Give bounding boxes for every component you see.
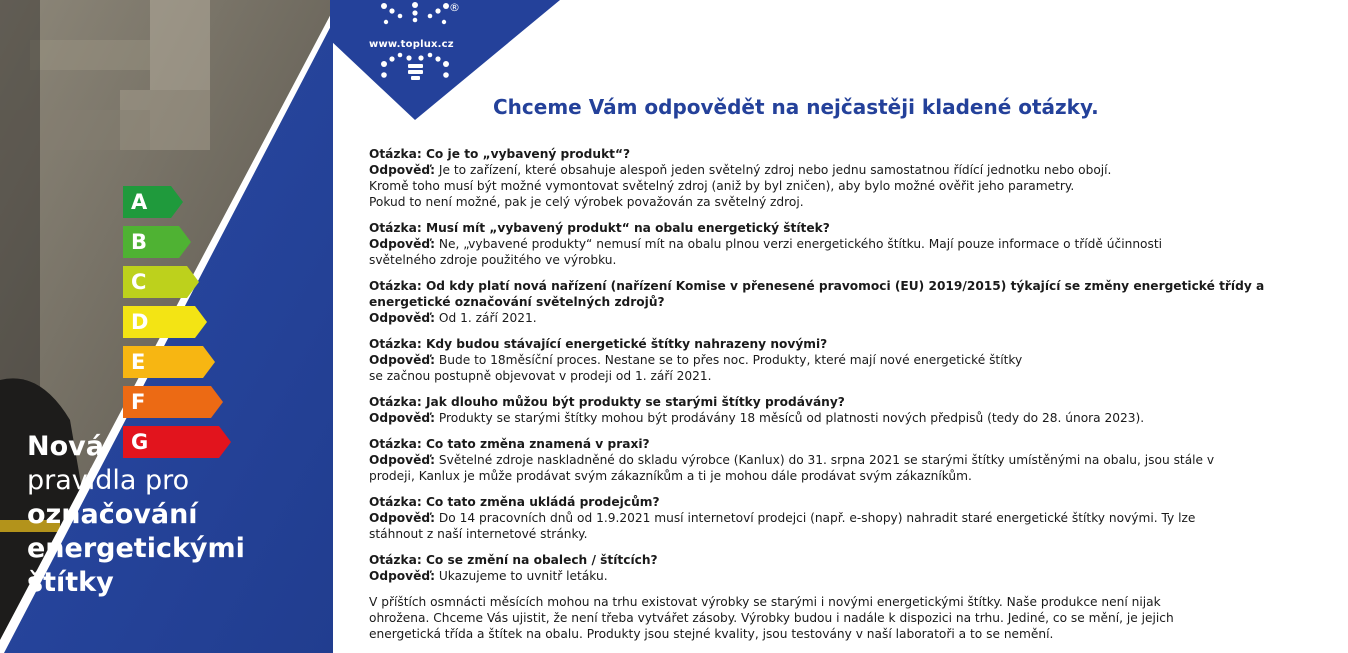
faq-section — [369, 146, 1314, 642]
faq-item — [369, 436, 1314, 484]
faq-question: Otázka: Co tato změna ukládá prodejcům? — [369, 495, 660, 509]
headline-line1: Nová — [27, 431, 104, 462]
headline-line4: energetickými — [27, 533, 245, 564]
answer-label: Odpověď: — [369, 569, 435, 583]
answer-label: Odpověď: — [369, 353, 435, 367]
energy-class-letter: F — [131, 390, 146, 414]
faq-item — [369, 220, 1314, 268]
headline-line2: pravidla pro — [27, 465, 190, 496]
faq-answer: Ukazujeme to uvnitř letáku. — [435, 569, 608, 583]
answer-label: Odpověď: — [369, 411, 435, 425]
faq-answer: Je to zařízení, které obsahuje alespoň jeden světelný zdroj nebo jednu samostatnou řídící jednotku nebo obojí. Kromě toho musí být možné vymontovat světelný zdroj (aniž by byl zničen), aby bylo možné ověřit jeho parametry. Pokud to není možné, pak je celý výrobek považován za světelný zdroj. — [369, 163, 1112, 209]
faq-item — [369, 494, 1314, 542]
energy-class-f — [123, 386, 148, 418]
faq-answer: Světelné zdroje naskladněné do skladu výrobce (Kanlux) do 31. srpna 2021 se starými štítky umístěnými na obalu, jsou stále v prodeji, Kanlux je může prodávat svým zákazníkům a ti je mohou dále prodávat svým zákazníkům. — [369, 453, 1215, 483]
energy-class-c — [123, 266, 148, 298]
faq-item — [369, 552, 1314, 584]
energy-class-letter: G — [131, 430, 149, 454]
faq-answer: Od 1. září 2021. — [435, 311, 537, 325]
faq-question: Otázka: Jak dlouho můžou být produkty se starými štítky prodávány? — [369, 395, 845, 409]
headline — [27, 430, 327, 600]
headline-line5: štítky — [27, 567, 114, 598]
energy-class-letter: A — [131, 190, 148, 214]
page-title: Chceme Vám odpovědět na nejčastěji kladené otázky. — [493, 95, 1099, 119]
faq-answer: Bude to 18měsíční proces. Nestane se to přes noc. Produkty, které mají nové energetické štítky se začnou postupně objevovat v prodeji od 1. září 2021. — [369, 353, 1023, 383]
faq-question: Otázka: Co se změní na obalech / štítcích? — [369, 553, 658, 567]
faq-question: Otázka: Co tato změna znamená v praxi? — [369, 437, 650, 451]
faq-question: Otázka: Musí mít „vybavený produkt“ na obalu energetický štítek? — [369, 221, 830, 235]
faq-answer: Produkty se starými štítky mohou být prodávány 18 měsíců od platnosti nových předpisů (tedy do 28. února 2023). — [435, 411, 1145, 425]
answer-label: Odpověď: — [369, 453, 435, 467]
registered-mark: ® — [449, 1, 460, 14]
closing-paragraph: V příštích osmnácti měsících mohou na trhu existovat výrobky se starými i novými energetickými štítky. Naše produkce není nijak ohrožena. Chceme Vás ujistit, že není třeba vytvářet zásoby. Výrobky budou i nadále k dispozici na trhu. Jediné, co se mění, je jejich energetická třída a štítek na obalu. Produkty jsou stejné kvality, jsou testovány v naší laboratoři a to se nemění. — [369, 595, 1174, 641]
energy-class-letter: E — [131, 350, 146, 374]
faq-item — [369, 146, 1314, 210]
faq-item — [369, 278, 1314, 326]
left-banner — [0, 0, 333, 653]
energy-class-letter: B — [131, 230, 148, 254]
faq-question: Otázka: Co je to „vybavený produkt“? — [369, 147, 631, 161]
answer-label: Odpověď: — [369, 163, 435, 177]
answer-label: Odpověď: — [369, 311, 435, 325]
answer-label: Odpověď: — [369, 237, 435, 251]
energy-class-e — [123, 346, 148, 378]
faq-item — [369, 394, 1314, 426]
energy-class-d — [123, 306, 148, 338]
energy-class-letter: C — [131, 270, 147, 294]
faq-question: Otázka: Kdy budou stávající energetické štítky nahrazeny novými? — [369, 337, 828, 351]
energy-class-a — [123, 186, 148, 218]
logo-url: www.toplux.cz — [369, 39, 454, 50]
faq-answer: Do 14 pracovních dnů od 1.9.2021 musí internetoví prodejci (např. e-shopy) nahradit staré energetické štítky novými. Ty lze stáhnout z naší internetové stránky. — [369, 511, 1196, 541]
faq-answer: Ne, „vybavené produkty“ nemusí mít na obalu plnou verzi energetického štítku. Mají pouze informace o třídě účinnosti světelného zdroje použitého ve výrobku. — [369, 237, 1163, 267]
faq-question: Otázka: Od kdy platí nová nařízení (nařízení Komise v přenesené pravomoci (EU) 2019/2015) týkající se změny energetické třídy a energetické označování světelných zdrojů? — [369, 279, 1265, 309]
faq-item — [369, 336, 1314, 384]
energy-class-b — [123, 226, 148, 258]
energy-class-scale — [123, 186, 148, 466]
energy-class-letter: D — [131, 310, 149, 334]
headline-line3: označování — [27, 499, 198, 530]
answer-label: Odpověď: — [369, 511, 435, 525]
